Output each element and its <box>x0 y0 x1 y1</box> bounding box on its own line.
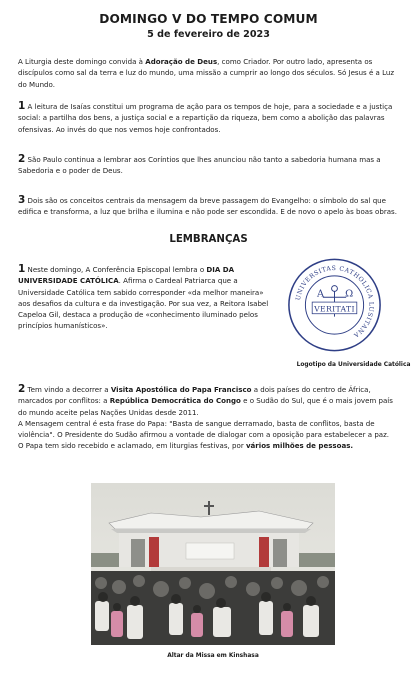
point-text-2: São Paulo continua a lembrar aos Coríntios que lhes anunciou não tanto a sabedoria humana mas a Sabedoria e o poder de Deus. <box>18 155 381 176</box>
point-paragraph-2 <box>18 154 402 177</box>
point-text-1: A leitura de Isaías constitui um programa de ação para os tempos de hoje, para a sociedade e a justiça social: a partilha dos bens, a justiça social e a repartição da riqueza, bem como a abolição das palavras ofensivas. Ao invés do que nos vemos hoje confrontados. <box>18 102 393 134</box>
logo-omega: Ω <box>345 288 354 300</box>
section-title-lembrancas: LEMBRANÇAS <box>169 234 248 245</box>
point-paragraph-3 <box>18 195 402 218</box>
lembranca-paragraph-2 <box>18 384 402 452</box>
lembranca-2-final-text: O Papa tem sido recebido e aclamado, em liturgias festivas, por <box>18 441 246 451</box>
altar-photo <box>91 483 335 645</box>
point-number-3: 3 <box>18 194 26 206</box>
logo-alpha: A <box>317 288 325 300</box>
page-title: DOMINGO V DO TEMPO COMUM <box>99 12 318 26</box>
lembranca-number-1: 1 <box>18 263 26 275</box>
lembranca-paragraph-1 <box>18 264 276 332</box>
lembranca-2-bold-1: Visita Apostólica do Papa Francisco <box>110 385 252 394</box>
lembranca-2-bold-2: República Democrática do Congo <box>109 396 241 406</box>
intro-bold-1: Adoração de Deus <box>145 57 218 66</box>
university-logo <box>286 255 383 355</box>
point-text-3: Dois são os conceitos centrais da mensagem da breve passagem do Evangelho: o símbolo do sal que edifica e transforma, a luz que brilha e ilumina e não pode ser escondida. E de novo o apelo às boas obras. <box>18 196 397 217</box>
lembranca-2-message: A Mensagem central é esta frase do Papa: "Basta de sangue derramado, basta de conflitos, basta de violência". O Presidente do Sudão afirmou a vontade de dialogar com a oposição para estabelecer a paz. <box>18 418 390 440</box>
intro-text-2: , como Criador. Por outro lado, apresenta os discípulos como sal da terra e luz do mundo, uma missão a cumprir ao longo dos séculos. Só Jesus é a Luz do Mundo. <box>18 57 395 89</box>
lembranca-2-final-bold: vários milhões de pessoas. <box>245 441 354 451</box>
lembranca-1-bold-1: DIA DA UNIVERSIDADE CATÓLICA <box>18 265 235 286</box>
logo-ring-text: UNIVERSITAS CATHOLICA LUSITANA <box>294 265 375 339</box>
point-number-2: 2 <box>18 153 26 165</box>
photo-caption: Altar da Missa em Kinshasa <box>167 653 259 659</box>
logo-motto: VERITATI <box>314 304 355 314</box>
intro-paragraph <box>18 56 402 90</box>
logo-caption: Logotipo da Universidade Católica <box>296 362 411 368</box>
lembranca-1-text-2: . Afirma o Cardeal Patriarca que a Universidade Católica tem sabido corresponder «da melhor maneira» aos desafios da cultura e da investigação. Por sua vez, a Reitora Isabel Capeloa Gil, destaca a produção de «conhecimento iluminado pelos princípios humanísticos». <box>18 276 269 331</box>
lembranca-2-text-3: e o Sudão do Sul, que é o mais jovem país do mundo aceite pelas Nações Unidas desde 2011. <box>18 396 393 417</box>
lembranca-1-text-1: Neste domingo, A Conferência Episcopal lembra o <box>25 265 207 274</box>
lembranca-2-text-2: a dois países do centro de África, marcados por conflitos: a <box>18 385 371 406</box>
page-date: 5 de fevereiro de 2023 <box>147 29 270 40</box>
lembranca-2-text-1: Tem vindo a decorrer a <box>25 385 111 394</box>
point-paragraph-1 <box>18 101 402 135</box>
intro-text-1: A Liturgia deste domingo convida à <box>18 57 146 66</box>
lembranca-number-2: 2 <box>18 383 26 395</box>
point-number-1: 1 <box>18 100 26 112</box>
